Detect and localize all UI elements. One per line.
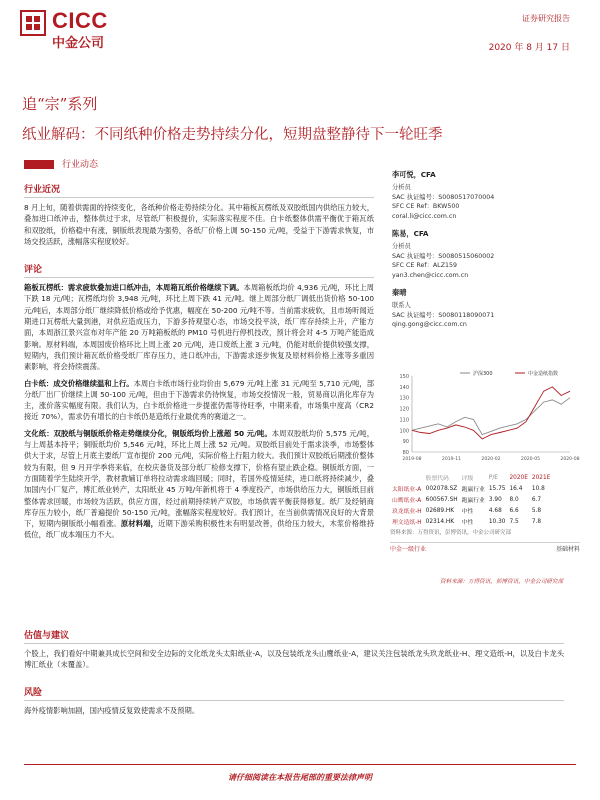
footer-disclaimer: 请仔细阅读在本报告尾部的重要法律声明 [228, 773, 372, 782]
p3-lead-2: 铜版纸均价上涨超 50 元/吨。 [172, 428, 272, 438]
y-tick-label: 100 [399, 428, 409, 435]
section-title-valuation: 估值与建议 [24, 631, 70, 641]
footer-divider [24, 764, 576, 765]
p3-lead-3: 原材料端， [120, 519, 159, 529]
brand-name-cn: 中金公司 [52, 36, 105, 51]
stock-code: 02689.HK [425, 507, 455, 514]
analyst-email[interactable]: coral.li@cicc.com.cn [392, 212, 457, 220]
analyst-email[interactable]: yan3.chen@cicc.com.cn [392, 271, 469, 279]
series-name: 追“宗”系列 [22, 95, 98, 113]
analyst-2 [392, 229, 577, 280]
tag-label: 行业动态 [62, 160, 99, 170]
th-rating: 评级 [461, 476, 474, 482]
risk-section [24, 685, 564, 716]
stock-pe-2020: 6.6 [509, 507, 519, 514]
legend-label: 沪深300 [473, 371, 493, 377]
stock-table [390, 472, 552, 527]
p3-body: 本周双胶纸均价 5,575 元/吨，与上周基本持平；铜版纸均价 5,546 元/吨，环比上周上涨 52 元/吨。双胶纸目前处于需求淡季，市场整体供大于求，尽管上月底主要纸厂宣布提价 200 元/吨，实际价格上行阻力较大。我们预计双胶纸后期涨价整体较为有限，但 9 月开学季将来临，在校庆备货及部分纸厂检修支撑下，价格有望止跌企稳。铜版纸方面，一方面随着学生陆续开学，教材教辅订单将拉动需求端回暖；同时，若国外疫情延续，进口纸将持续减少，叠加国内小厂复产，博汇纸业转产，太阳纸业 45 万吨/年新机将于 4 季度投产，市场供给压力大，铜版纸目前整体需求回暖，市场较为活跃，供应方面，经过前期持续转产双胶，市场供需平衡获得修复。纸厂及经销商库存压力较小，纸厂普遍提价 50-150 元/吨，涨幅落实程度较好。我们预计，在当前供需情况良好的大背景下，短期内铜版纸小幅看涨。 [24, 428, 374, 529]
related-title: 中金一级行业 [390, 545, 427, 553]
stock-name: 太阳纸业-A [392, 487, 422, 493]
section-title-risk: 风险 [24, 688, 43, 698]
divider [24, 700, 564, 701]
stock-code: 002078.SZ [425, 485, 458, 492]
analyst-role: 分析员 [392, 243, 411, 250]
table-row [390, 505, 552, 516]
y-tick-label: 130 [399, 395, 409, 402]
section-title-recent: 行业近况 [24, 185, 61, 195]
p2-body: 本周白卡纸市场行业均价由 5,679 元/吨上涨 31 元/吨至 5,710 元/吨，部分纸厂出厂价继续上调 50-100 元/吨，但由于下游需求仍待恢复，市场交投情况一般，贸易商以消化库存为主，涨价落实幅度有限。我们认为，白卡纸价格进一步提涨仍需等待旺季，中期来看，市场集中度高（CR2 接近 70%），需求仍有增长的白卡纸仍是造纸行业最优秀的赛道之一。 [24, 378, 375, 422]
analyst-line: SAC 执证编号：S0080118090071 [392, 311, 495, 319]
th-pe: P/E [488, 474, 498, 481]
p3-body-2: 近期下游采购积极性未有明显改善，供给压力较大，木浆价格维持低位，纸厂成本端压力不大。 [24, 519, 375, 540]
valuation-section [24, 628, 564, 671]
divider [24, 643, 564, 644]
stock-table-header [390, 472, 552, 483]
stock-pe-2021: 7.8 [531, 518, 542, 525]
th-2020e: 2020E [509, 474, 528, 481]
section-title-comment: 评论 [24, 265, 43, 276]
p2-lead: 白卡纸：成交价格继续温和上行。 [24, 378, 134, 388]
report-title: 纸业解码：不同纸种价格走势持续分化，短期盘整静待下一轮旺季 [22, 127, 443, 143]
stock-price: 10.30 [488, 518, 506, 525]
y-tick-label: 80 [402, 450, 409, 456]
stock-table-block [390, 472, 580, 554]
stock-price: 4.68 [488, 507, 502, 514]
brand-name-en: CICC [52, 8, 108, 33]
stock-pe-2020: 16.4 [509, 485, 523, 492]
valuation-paragraph: 个股上，我们看好中期兼具成长空间和安全边际的文化纸龙头太阳纸业-A，以及包装纸龙头山鹰纸业-A，建议关注包装纸龙头玖龙纸业-H、理文造纸-H，以及白卡龙头博汇纸业（未覆盖）。 [24, 649, 564, 670]
cicc-logo-icon [20, 10, 46, 36]
x-tick-label: 2020-05 [520, 457, 541, 462]
th-2021e: 2021E [531, 474, 551, 481]
main-column [24, 182, 374, 541]
related-value: 基础材料 [555, 545, 580, 553]
stock-code: 02314.HK [425, 518, 455, 525]
analyst-name: 秦晴 [392, 288, 407, 297]
table-row [390, 494, 552, 505]
analyst-role: 分析员 [392, 184, 411, 191]
stock-rating: 中性 [461, 520, 474, 526]
stock-pe-2020: 8.0 [509, 496, 519, 503]
x-tick-label: 2019-08 [402, 457, 422, 462]
analyst-3 [392, 288, 577, 330]
stock-code: 600567.SH [425, 496, 458, 503]
related-row [390, 542, 580, 555]
risk-paragraph: 海外疫情影响加剧，国内疫情反复致使需求不及预期。 [24, 706, 200, 715]
analyst-line: SAC 执证编号：S0080517070004 [392, 193, 495, 201]
x-tick-label: 2020-02 [481, 457, 501, 462]
stock-rating: 跑赢行业 [461, 498, 485, 504]
stock-pe-2021: 10.8 [531, 485, 545, 492]
stock-price: 15.75 [488, 485, 506, 492]
series-line-1 [412, 398, 570, 435]
analyst-1 [392, 170, 577, 221]
stock-pe-2021: 5.8 [531, 507, 542, 514]
x-tick-label: 2020-08 [560, 457, 580, 462]
y-tick-label: 90 [402, 439, 409, 446]
report-type: 证券研究报告 [522, 14, 570, 23]
analyst-line: SFC CE Ref：ALZ159 [392, 262, 458, 269]
analyst-email[interactable]: qing.gong@cicc.com.cn [392, 321, 467, 328]
analyst-line: SFC CE Ref：BKW500 [392, 203, 460, 210]
y-tick-label: 140 [399, 384, 409, 391]
analyst-line: SAC 执证编号：S0080515060002 [392, 252, 495, 260]
comment-paragraph-2 [24, 378, 374, 423]
table-note: 资料来源：万得资讯，彭博资讯，中金公司研究部 [390, 530, 512, 536]
p1-body: 本周箱板纸均价 4,936 元/吨，环比上周下跌 18 元/吨；瓦楞纸均价 3,948 元/吨，环比上周下跌 41 元/吨。继上周部分纸厂调低出货价格 50-100 元/吨后，本周部分纸厂继续降低价格或给予优惠，幅度在 50-200 元/吨不等。当前需求疲软，且市场听闻近期进口瓦楞纸大量到港，对供应造成压力，下游多持观望心态，市场交投平淡，纸厂库存持续上升，产能方面，本周浙江景兴宣布对年产能 20 万吨箱板纸的 PM10 号机进行停机技改，预计将会对 4-5 万吨产能造成影响。原材料端，本周国废价格环比上周上涨 20 元/吨，进口废纸上涨 3 元/吨，仍能对纸价提供较强支撑，短期内，我们预计箱瓦纸价格受纸厂库存压力，进口纸冲击，下游需求逐步恢复及原材料价格上涨等多重因素影响，将会持续震荡。 [24, 283, 374, 372]
y-tick-label: 120 [399, 406, 409, 413]
divider [24, 197, 374, 198]
comment-paragraph-1 [24, 282, 374, 372]
performance-chart [390, 366, 580, 466]
p3-lead: 文化纸：双胶纸与铜版纸价格走势继续分化， [24, 428, 173, 438]
stock-pe-2020: 7.5 [509, 518, 519, 525]
y-tick-label: 110 [399, 417, 409, 424]
stock-rating: 跑赢行业 [461, 487, 485, 493]
analyst-panel [392, 170, 577, 330]
report-date: 2020 年 8 月 17 日 [488, 43, 570, 53]
stock-name: 玖龙纸业-H [392, 509, 422, 515]
table-row [390, 516, 552, 527]
stock-price: 3.90 [488, 496, 502, 503]
x-tick-label: 2019-11 [441, 457, 462, 462]
p1-lead: 箱板瓦楞纸：需求疲软叠加进口纸冲击，本周箱瓦纸价格继续下调。 [24, 283, 244, 293]
analyst-role: 联系人 [392, 302, 411, 309]
analyst-name: 陈易，CFA [392, 229, 429, 238]
stock-name: 山鹰纸业-A [392, 498, 422, 504]
right-source: 资料来源：万得资讯，彭博资讯，中金公司研究部 [440, 579, 564, 585]
analyst-name: 李可悦，CFA [392, 170, 436, 179]
th-code: 股票代码 [425, 476, 449, 482]
stock-pe-2021: 6.7 [531, 496, 542, 503]
tag-bar [24, 160, 54, 169]
divider [24, 277, 374, 278]
recent-paragraph: 8 月上旬，随着供需面的持续变化，各纸种价格走势持续分化。其中箱板瓦楞纸及双胶纸国内供给压力较大，叠加进口纸冲击，整体供过于求，尽管纸厂积极提价，实际落实程度不佳。白卡纸整体供需平衡优于箱瓦纸和双胶纸，价格稳中有涨，铜版纸表现最为强势，各纸厂价格上调 50-150 元/吨，受益于下游需求恢复，市场交投活跃，涨幅落实程度较好。 [24, 203, 374, 246]
stock-rating: 中性 [461, 509, 474, 515]
stock-name: 理文造纸-H [392, 520, 422, 526]
y-tick-label: 150 [399, 374, 409, 380]
legend-label: 中金造纸指数 [528, 371, 559, 377]
table-row [390, 483, 552, 494]
comment-paragraph-3 [24, 428, 374, 541]
